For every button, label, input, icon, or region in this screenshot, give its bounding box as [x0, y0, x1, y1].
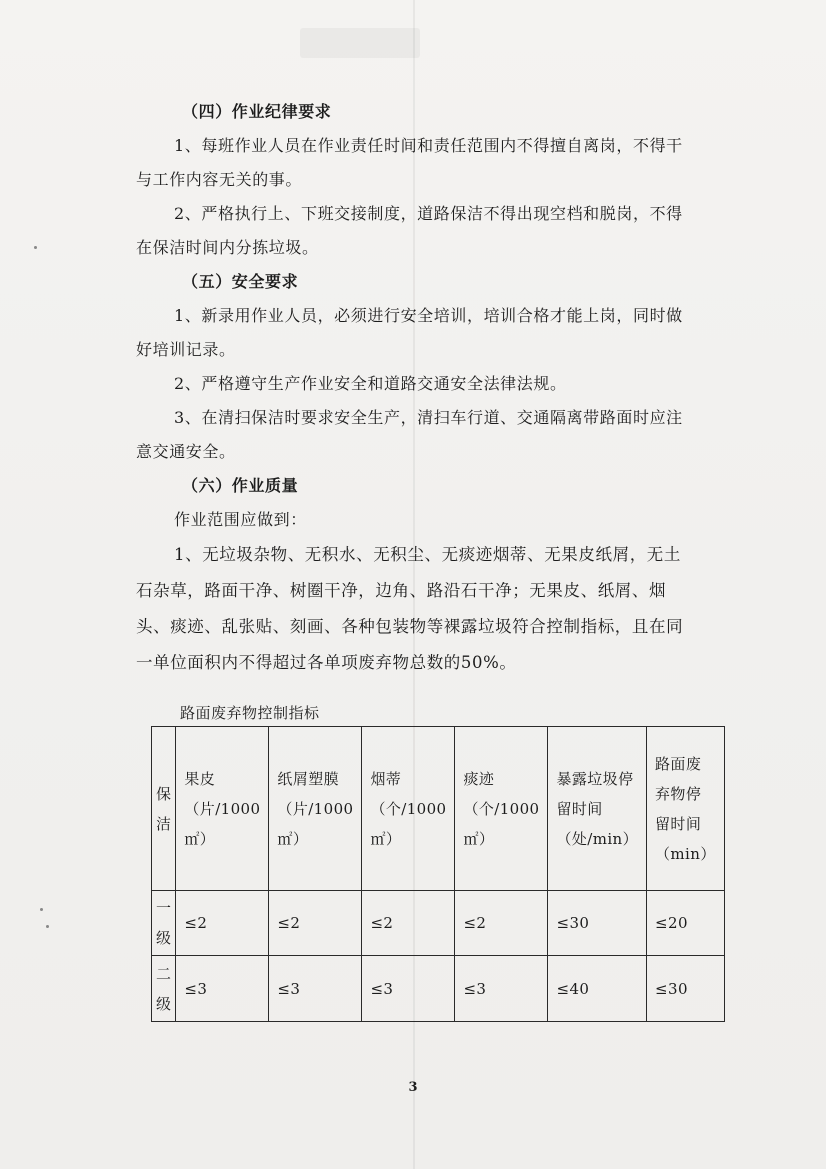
- table-cell: ≤3: [269, 956, 362, 1022]
- header-cell: 保洁: [152, 727, 176, 891]
- paragraph: 2、严格遵守生产作业安全和道路交通安全法律法规。: [174, 374, 567, 393]
- paragraph: 作业范围应做到：: [174, 510, 307, 529]
- header-cell: 路面废弃物停留时间（min）: [647, 727, 725, 891]
- table-cell: ≤2: [176, 891, 269, 956]
- grade-cell: 一级: [152, 891, 176, 956]
- waste-control-table: [151, 726, 725, 1022]
- scan-speck: [40, 908, 43, 911]
- table-cell: ≤40: [548, 956, 647, 1022]
- table-cell: ≤3: [455, 956, 548, 1022]
- table-cell: ≤30: [548, 891, 647, 956]
- section-heading: （六）作业质量: [182, 476, 299, 495]
- table-cell: ≤2: [362, 891, 455, 956]
- header-cell: 暴露垃圾停留时间（处/min）: [548, 727, 647, 891]
- table-cell: ≤3: [362, 956, 455, 1022]
- table-cell: ≤20: [647, 891, 725, 956]
- table-cell: ≤2: [455, 891, 548, 956]
- table-caption: 路面废弃物控制指标: [180, 704, 320, 722]
- table-cell: ≤30: [647, 956, 725, 1022]
- table-row: [152, 891, 725, 956]
- paragraph: 1、新录用作业人员，必须进行安全培训，培训合格才能上岗，同时做好培训记录。: [136, 306, 683, 359]
- bleed-through-mark: [300, 28, 420, 58]
- paragraph: 1、每班作业人员在作业责任时间和责任范围内不得擅自离岗，不得干与工作内容无关的事。: [136, 136, 683, 189]
- scan-speck: [46, 925, 49, 928]
- grade-cell: 二级: [152, 956, 176, 1022]
- header-cell: 果皮（片/1000㎡）: [176, 727, 269, 891]
- paragraph: 1、无垃圾杂物、无积水、无积尘、无痰迹烟蒂、无果皮纸屑，无土石杂草，路面干净、树圈干净，边角、路沿石干净；无果皮、纸屑、烟头、痰迹、乱张贴、刻画、各种包装物等裸露垃圾符合控制指标，且在同一单位面积内不得超过各单项废弃物总数的50%。: [136, 545, 684, 672]
- header-cell: 纸屑塑膜（片/1000㎡）: [269, 727, 362, 891]
- table-cell: ≤3: [176, 956, 269, 1022]
- table-header-row: [152, 727, 725, 891]
- header-cell: 烟蒂（个/1000㎡）: [362, 727, 455, 891]
- section-heading: （五）安全要求: [182, 272, 299, 291]
- table-row: [152, 956, 725, 1022]
- paragraph: 2、严格执行上、下班交接制度，道路保洁不得出现空档和脱岗，不得在保洁时间内分拣垃圾。: [136, 204, 683, 257]
- page-number: 3: [408, 1080, 418, 1095]
- paragraph: 3、在清扫保洁时要求安全生产，清扫车行道、交通隔离带路面时应注意交通安全。: [136, 408, 683, 461]
- scan-speck: [34, 246, 37, 249]
- header-cell: 痰迹（个/1000㎡）: [455, 727, 548, 891]
- table-cell: ≤2: [269, 891, 362, 956]
- body-text: [136, 95, 696, 681]
- section-heading: （四）作业纪律要求: [182, 102, 332, 121]
